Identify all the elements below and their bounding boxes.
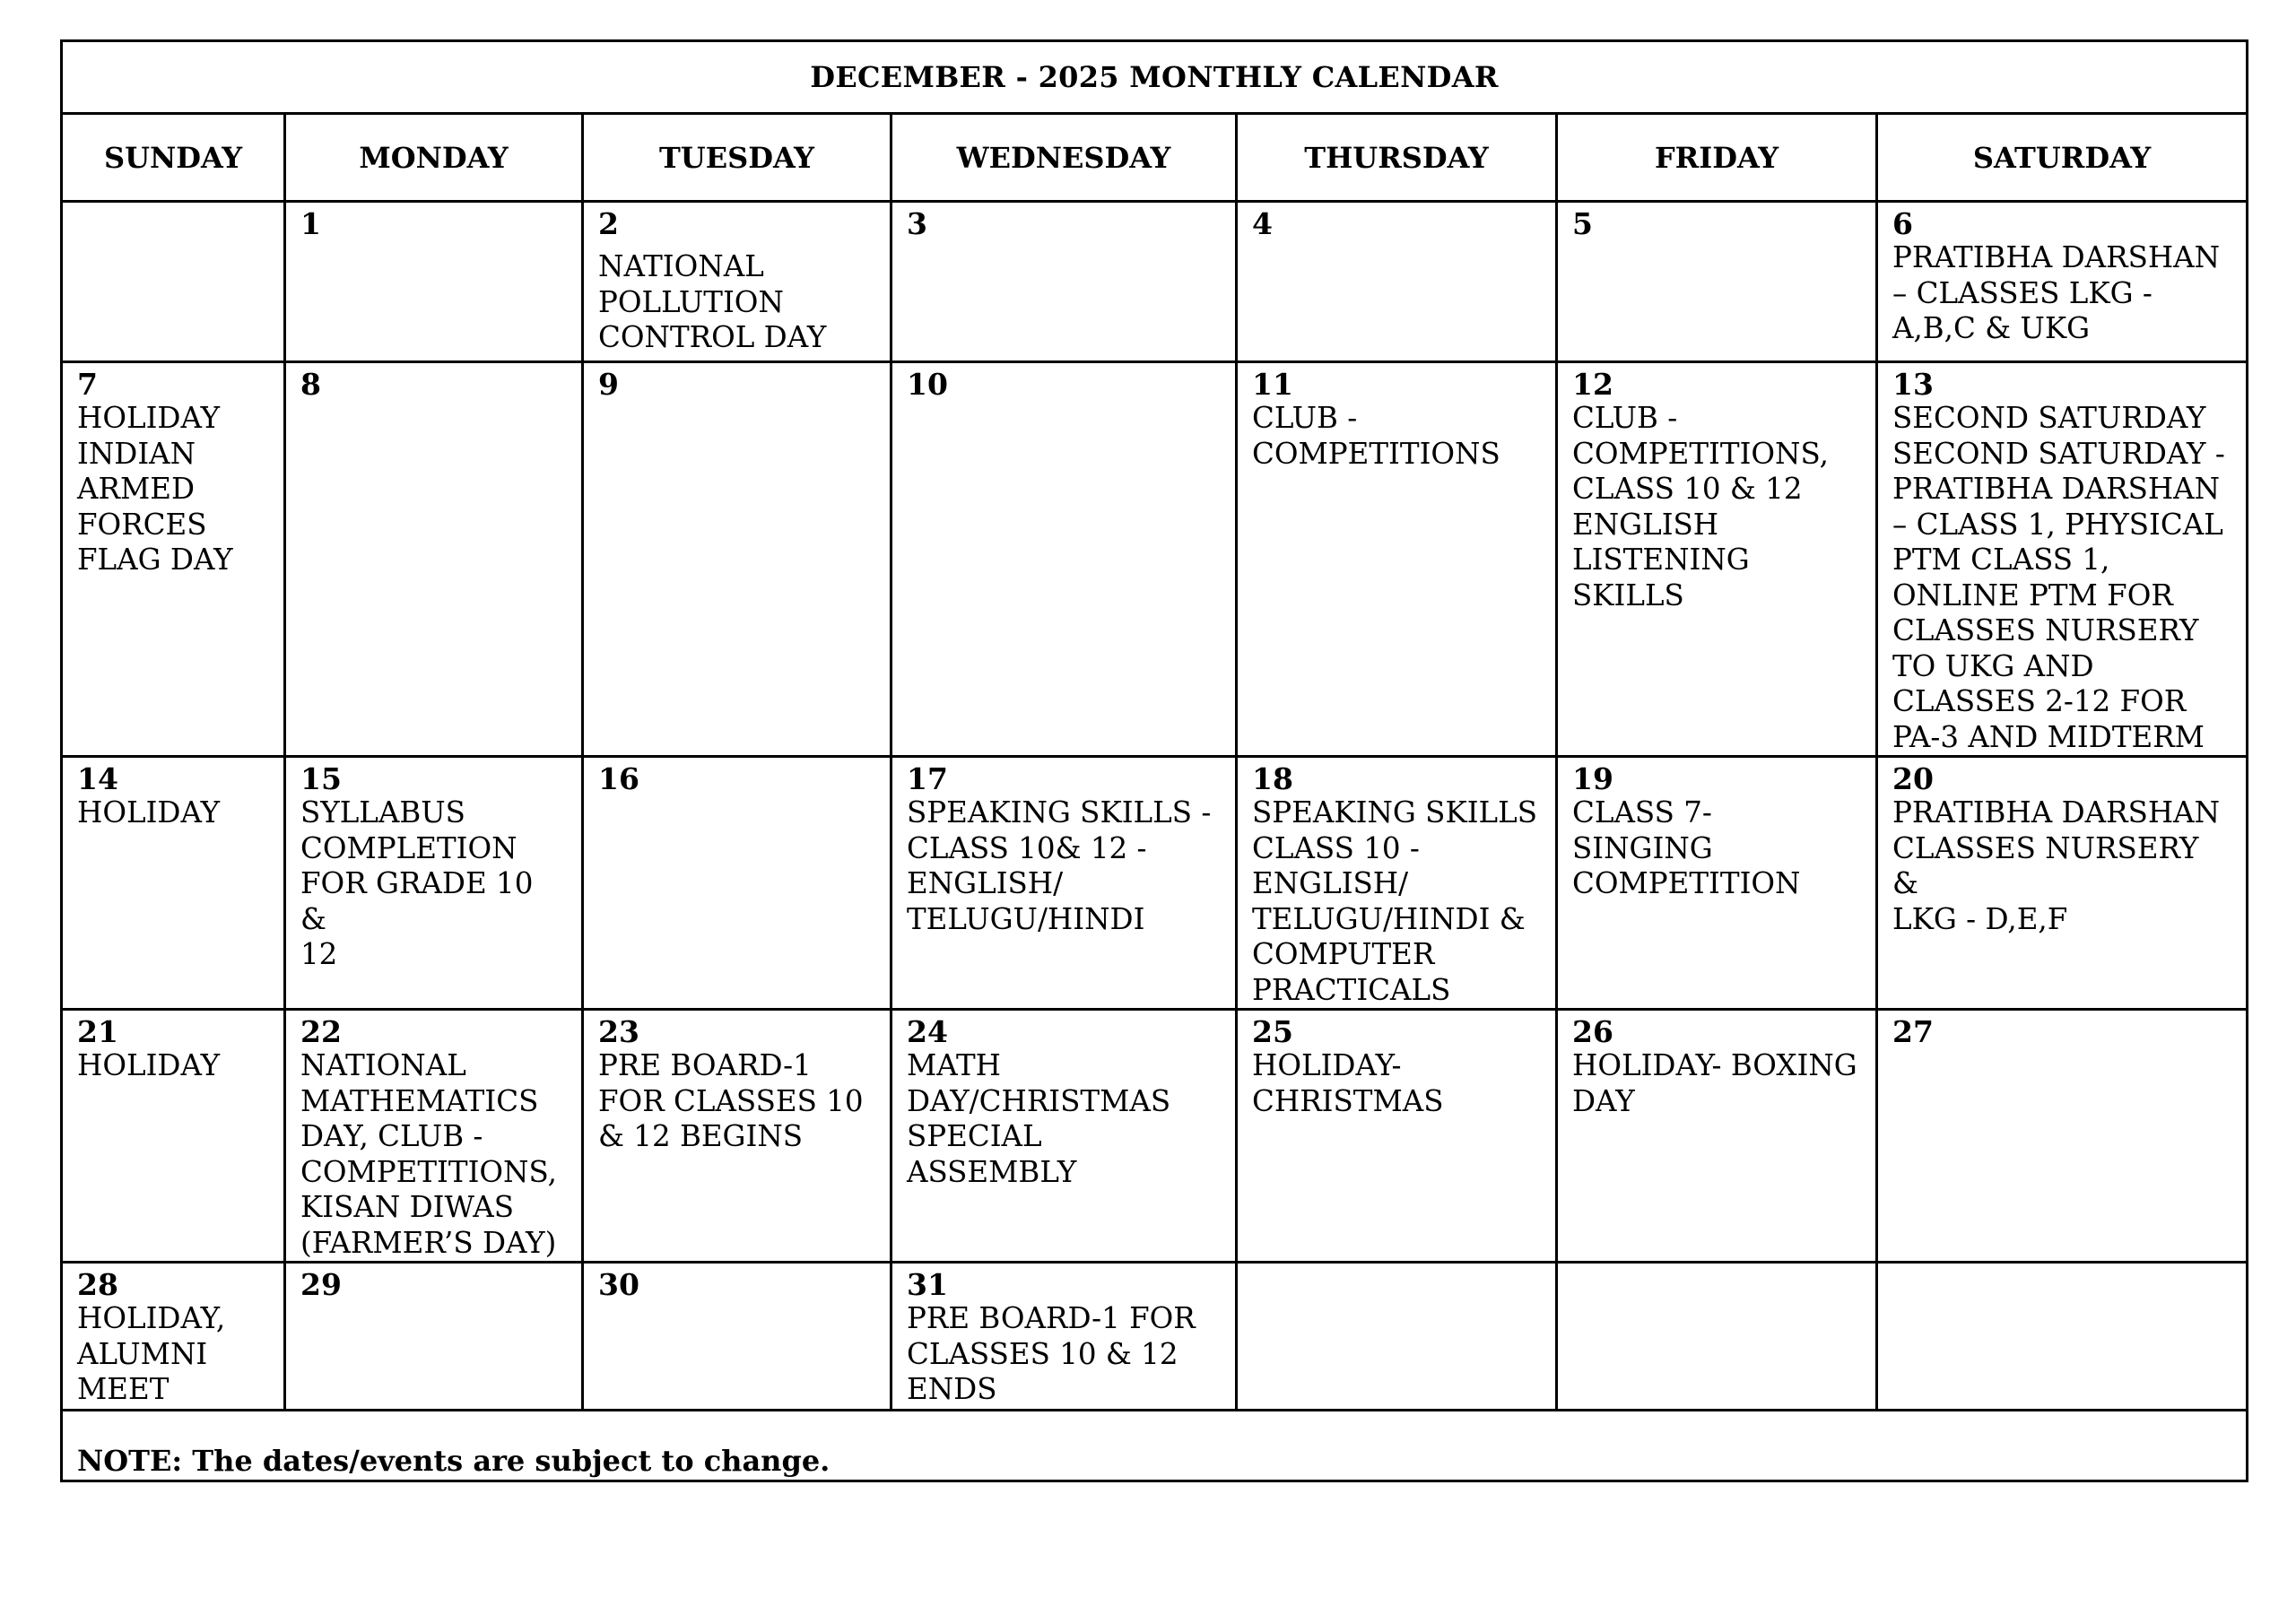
day-event: SECOND SATURDAY SECOND SATURDAY - PRATIBHA DARSHAN – CLASS 1, PHYSICAL PTM CLASS 1, ONLINE PTM FOR CLASSES NURSERY TO UKG AND CLASSES 2-12 FOR PA-3 AND MIDTERM xyxy=(1892,401,2225,754)
day-cell xyxy=(1557,362,1877,757)
day-cell xyxy=(1557,202,1877,362)
day-event: HOLIDAY- BOXING DAY xyxy=(1572,1048,1857,1118)
day-cell xyxy=(1877,202,2248,362)
day-number: 12 xyxy=(1572,367,1613,402)
day-event: SPEAKING SKILLS - CLASS 10& 12 - ENGLISH/ TELUGU/HINDI xyxy=(907,795,1212,936)
day-event: SPEAKING SKILLS CLASS 10 - ENGLISH/ TELUGU/HINDI & COMPUTER PRACTICALS xyxy=(1252,795,1537,1007)
day-cell xyxy=(891,202,1237,362)
day-event: HOLIDAY INDIAN ARMED FORCES FLAG DAY xyxy=(77,401,233,577)
day-event: PRATIBHA DARSHAN – CLASSES LKG - A,B,C & UKG xyxy=(1892,240,2221,345)
day-number: 7 xyxy=(77,367,98,402)
weekday-sunday: SUNDAY xyxy=(62,114,285,202)
day-number: 11 xyxy=(1252,367,1293,402)
day-event: PRE BOARD-1 FOR CLASSES 10 & 12 BEGINS xyxy=(598,1048,864,1153)
day-number: 26 xyxy=(1572,1014,1613,1049)
day-cell xyxy=(1557,1263,1877,1411)
day-number: 20 xyxy=(1892,761,1934,796)
calendar-note: NOTE: The dates/events are subject to change. xyxy=(62,1411,2248,1481)
weekday-monday: MONDAY xyxy=(285,114,583,202)
day-number: 16 xyxy=(598,761,639,796)
day-number: 10 xyxy=(907,367,948,402)
day-number: 24 xyxy=(907,1014,948,1049)
day-cell xyxy=(1877,757,2248,1010)
day-number: 19 xyxy=(1572,761,1613,796)
day-cell xyxy=(285,202,583,362)
day-cell xyxy=(62,1263,285,1411)
day-cell xyxy=(583,1263,891,1411)
day-event: CLUB - COMPETITIONS, CLASS 10 & 12 ENGLISH LISTENING SKILLS xyxy=(1572,401,1829,612)
day-cell xyxy=(891,1263,1237,1411)
day-event: HOLIDAY xyxy=(77,1048,221,1082)
day-event: CLUB - COMPETITIONS xyxy=(1252,401,1500,471)
day-number: 30 xyxy=(598,1267,639,1302)
monthly-calendar xyxy=(60,39,2248,1482)
weekday-saturday: SATURDAY xyxy=(1877,114,2248,202)
day-cell xyxy=(1557,757,1877,1010)
day-number: 2 xyxy=(598,206,619,241)
weekday-friday: FRIDAY xyxy=(1557,114,1877,202)
day-event: PRATIBHA DARSHAN CLASSES NURSERY & LKG - D,E,F xyxy=(1892,795,2221,936)
day-cell xyxy=(285,362,583,757)
weekday-header-row xyxy=(62,114,2248,202)
day-cell xyxy=(1237,757,1557,1010)
day-number: 8 xyxy=(300,367,321,402)
day-cell xyxy=(1877,1010,2248,1263)
day-event: MATH DAY/CHRISTMAS SPECIAL ASSEMBLY xyxy=(907,1048,1171,1189)
day-cell xyxy=(285,1010,583,1263)
day-number: 4 xyxy=(1252,206,1273,241)
day-number: 25 xyxy=(1252,1014,1293,1049)
day-cell xyxy=(1877,1263,2248,1411)
day-cell xyxy=(1877,362,2248,757)
day-number: 15 xyxy=(300,761,342,796)
day-number: 3 xyxy=(907,206,927,241)
day-cell xyxy=(1237,1263,1557,1411)
day-number: 29 xyxy=(300,1267,342,1302)
day-cell xyxy=(62,362,285,757)
week-row xyxy=(62,202,2248,362)
week-row xyxy=(62,757,2248,1010)
day-cell xyxy=(1237,362,1557,757)
day-number: 18 xyxy=(1252,761,1293,796)
day-number: 22 xyxy=(300,1014,342,1049)
day-number: 17 xyxy=(907,761,948,796)
weekday-wednesday: WEDNESDAY xyxy=(891,114,1237,202)
day-cell xyxy=(583,362,891,757)
calendar-title: DECEMBER - 2025 MONTHLY CALENDAR xyxy=(62,41,2248,114)
day-cell xyxy=(583,202,891,362)
week-row xyxy=(62,1010,2248,1263)
day-number: 14 xyxy=(77,761,118,796)
day-number: 21 xyxy=(77,1014,118,1049)
day-number: 13 xyxy=(1892,367,1934,402)
day-number: 23 xyxy=(598,1014,639,1049)
day-cell xyxy=(583,757,891,1010)
day-event: SYLLABUS COMPLETION FOR GRADE 10 & 12 xyxy=(300,795,534,971)
weekday-tuesday: TUESDAY xyxy=(583,114,891,202)
weekday-thursday: THURSDAY xyxy=(1237,114,1557,202)
day-event: NATIONAL POLLUTION CONTROL DAY xyxy=(598,249,827,354)
day-event: HOLIDAY- CHRISTMAS xyxy=(1252,1048,1444,1118)
day-event: NATIONAL MATHEMATICS DAY, CLUB - COMPETITIONS, KISAN DIWAS (FARMER’S DAY) xyxy=(300,1048,557,1260)
day-cell xyxy=(62,1010,285,1263)
day-number: 1 xyxy=(300,206,321,241)
day-number: 9 xyxy=(598,367,619,402)
day-cell xyxy=(285,757,583,1010)
day-number: 6 xyxy=(1892,206,1913,241)
day-event: CLASS 7- SINGING COMPETITION xyxy=(1572,795,1801,900)
week-row xyxy=(62,1263,2248,1411)
day-cell xyxy=(891,362,1237,757)
day-event: HOLIDAY xyxy=(77,795,221,829)
day-cell xyxy=(62,202,285,362)
day-cell xyxy=(891,757,1237,1010)
day-number: 27 xyxy=(1892,1014,1934,1049)
day-cell xyxy=(1237,1010,1557,1263)
day-cell xyxy=(285,1263,583,1411)
day-cell xyxy=(583,1010,891,1263)
week-row xyxy=(62,362,2248,757)
day-cell xyxy=(891,1010,1237,1263)
day-number: 28 xyxy=(77,1267,118,1302)
day-event: PRE BOARD-1 FOR CLASSES 10 & 12 ENDS xyxy=(907,1301,1196,1406)
day-event: HOLIDAY, ALUMNI MEET xyxy=(77,1301,226,1406)
day-cell xyxy=(1237,202,1557,362)
day-number: 5 xyxy=(1572,206,1593,241)
day-cell xyxy=(1557,1010,1877,1263)
day-number: 31 xyxy=(907,1267,948,1302)
day-cell xyxy=(62,757,285,1010)
